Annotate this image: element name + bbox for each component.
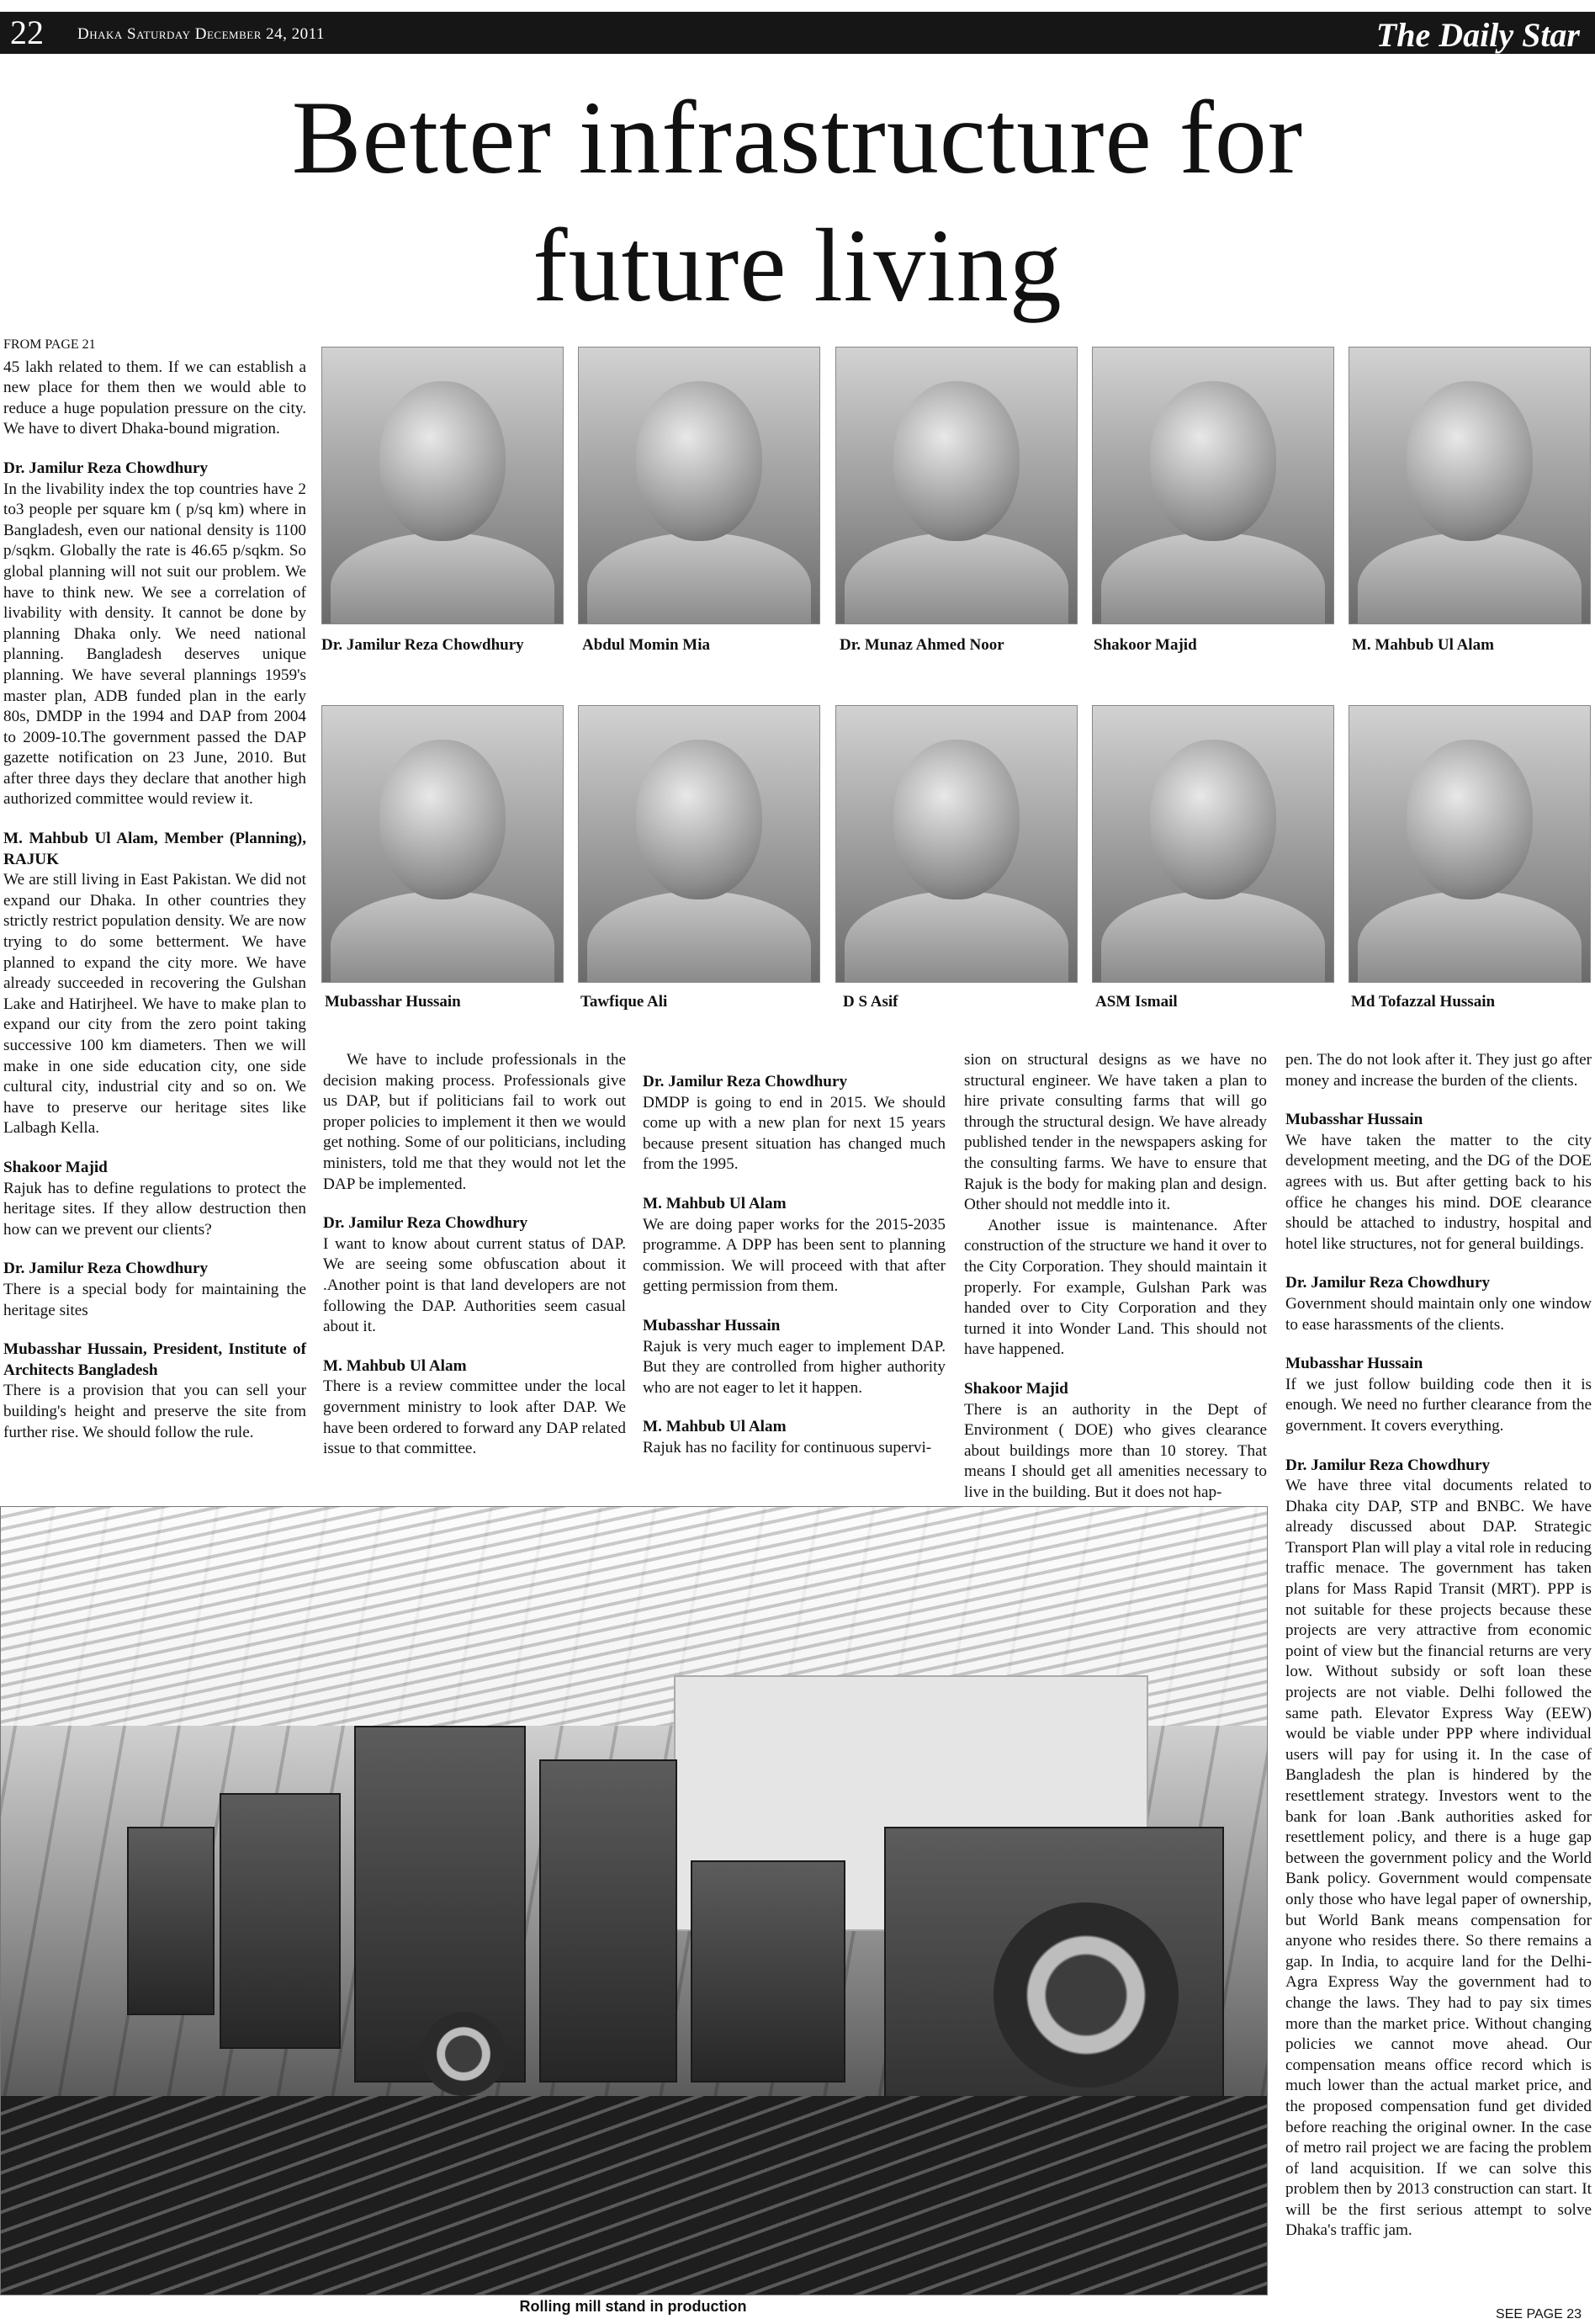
speaker-name: M. Mahbub Ul Alam bbox=[323, 1356, 467, 1375]
photo-caption: M. Mahbub Ul Alam bbox=[1352, 636, 1494, 654]
speaker-name: M. Mahbub Ul Alam bbox=[643, 1418, 787, 1436]
paragraph: There is a review committee under the local government ministry to look after DAP. We have been ordered to forward any DAP related issue to that committee. bbox=[323, 1377, 626, 1458]
speaker-name: Mubasshar Hussain bbox=[643, 1316, 781, 1334]
portrait-photo bbox=[321, 347, 564, 624]
from-page-label: FROM PAGE 21 bbox=[3, 337, 96, 352]
portrait-photo bbox=[1349, 347, 1591, 624]
photo-caption: D S Asif bbox=[843, 993, 898, 1011]
paragraph: DMDP is going to end in 2015. We should come up with a new plan for next 15 years because present situation has changed much from the 1995. bbox=[643, 1093, 946, 1174]
factory-photo bbox=[0, 1506, 1268, 2295]
dateline: Dhaka Saturday December 24, 2011 bbox=[77, 25, 325, 43]
headline-line-2: future living bbox=[533, 208, 1062, 323]
photo-caption: Dr. Munaz Ahmed Noor bbox=[840, 636, 1004, 654]
masthead-bar bbox=[0, 12, 1595, 54]
portrait-photo bbox=[1092, 347, 1334, 624]
paragraph: Rajuk has to define regulations to protect the heritage sites. If they allow destruction then how can we prevent our clients? bbox=[3, 1179, 306, 1239]
column-2 bbox=[323, 1050, 626, 1460]
column-1 bbox=[3, 335, 306, 1443]
paragraph: There is an authority in the Dept of Environment ( DOE) who gives clearance about buildings more than 10 storey. That means I should get all amenities necessary to live in the building. But it does not hap- bbox=[964, 1400, 1267, 1501]
speaker-name: Dr. Jamilur Reza Chowdhury bbox=[1285, 1456, 1491, 1474]
paragraph: pen. The do not look after it. They just go after money and increase the burden of the clients. bbox=[1285, 1051, 1592, 1090]
portrait-photo bbox=[578, 347, 820, 624]
headline bbox=[210, 74, 1385, 330]
paragraph: Another issue is maintenance. After construction of the structure we hand it over to the City Corporation. They should maintain it properly. For example, Gulshan Park was handed over to City Corporation and they turned it into Wonder Land. This should not have happened. bbox=[964, 1216, 1267, 1359]
portrait-photo bbox=[1092, 705, 1334, 983]
paragraph: If we just follow building code then it is enough. We need no further clearance from the government. It covers everything. bbox=[1285, 1375, 1592, 1435]
photo-caption: ASM Ismail bbox=[1095, 993, 1178, 1011]
headline-line-1: Better infrastructure for bbox=[291, 80, 1304, 195]
portrait-photo bbox=[321, 705, 564, 983]
speaker-name: Mubasshar Hussain bbox=[1285, 1111, 1423, 1129]
speaker-name: Dr. Jamilur Reza Chowdhury bbox=[643, 1073, 848, 1090]
paragraph: In the livability index the top countries have 2 to3 people per square km ( p/sq km) where in Bangladesh, even our national density is 1100 p/sqkm. Globally the rate is 46.65 p/sqkm. So global planning will not suit our problem. We have to think new. We see a correlation of livability with density. It cannot be done by planning Dhaka only. We need national planning. Bangladesh deserves unique planning. We have several plannings 1959's master plan, ADB funded plan in the early 80s, DMDP in the 1994 and DAP from 2004 to 2009-10.The government passed the DAP gazette notification on 23 June, 2010. But after three days they declare that another high authorized committee would review it. bbox=[3, 480, 306, 809]
paragraph: Government should maintain only one window to ease harassments of the clients. bbox=[1285, 1294, 1592, 1334]
speaker-name: Mubasshar Hussain, President, Institute of Architects Bangladesh bbox=[3, 1340, 306, 1379]
speaker-name: M. Mahbub Ul Alam bbox=[643, 1194, 787, 1212]
portrait-photo bbox=[835, 347, 1078, 624]
speaker-name: Dr. Jamilur Reza Chowdhury bbox=[3, 459, 209, 477]
paragraph: We have taken the matter to the city development meeting, and the DG of the DOE agrees with us. But after getting back to his office he changes his mind. DOE clearance should be attached to industry, hospital and hotel like structures, not for general buildings. bbox=[1285, 1131, 1592, 1253]
column-5 bbox=[1285, 1050, 1592, 2242]
paragraph: 45 lakh related to them. If we can establish a new place for them then we would able to reduce a huge population pressure on the city. We have to divert Dhaka-bound migration. bbox=[3, 358, 306, 438]
column-3 bbox=[643, 1072, 946, 1459]
paragraph: Rajuk has no facility for continuous supervi- bbox=[643, 1438, 932, 1456]
paragraph: Rajuk is very much eager to implement DAP. But they are controlled from higher authority who are not eager to let it happen. bbox=[643, 1337, 946, 1397]
photo-caption: Dr. Jamilur Reza Chowdhury bbox=[321, 636, 524, 654]
paragraph: We have three vital documents related to Dhaka city DAP, STP and BNBC. We have already discussed about DAP. Strategic Transport Plan will play a vital role in reducing traffic menace. The government has taken plans for Mass Rapid Transit (MRT). PPP is not suitable for these projects because these projects are very attractive from economic point of view but the financial returns are very low. Without subsidy or soft loan these projects are not viable. Delhi followed the same path. Elevator Express Way (EEW) would be viable under PPP where individual users will pay for using it. In the case of Bangladesh the plan is hindered by the resettlement strategy. Investors went to the bank for loan .Bank authorities asked for resettlement policy, and there is a huge gap between the government policy and the World Bank policy. Government would compensate only those who have legal paper of ownership, but World Bank means compensation for anyone who resides there. So there remains a gap. In India, to acquire land for the Delhi-Agra Express Way the government had to change the laws. They had to pay six times more than the market price. Without changing policies we cannot move ahead. Our compensation means office record which is much lower than the actual market price, and the proposed compensation fund get divided before reaching the original owner. In the case of metro rail project we are facing the problem of land acquisition. If we can solve this problem then by 2013 construction can start. It will be the first serious attempt to solve Dhaka's traffic jam. bbox=[1285, 1477, 1592, 2240]
portrait-photo bbox=[1349, 705, 1591, 983]
photo-caption: Tawfique Ali bbox=[580, 993, 668, 1011]
speaker-name: Mubasshar Hussain bbox=[1285, 1355, 1423, 1373]
column-4 bbox=[964, 1050, 1267, 1503]
speaker-name: Dr. Jamilur Reza Chowdhury bbox=[3, 1260, 209, 1278]
speaker-name: Shakoor Majid bbox=[964, 1379, 1068, 1398]
photo-caption: Md Tofazzal Hussain bbox=[1351, 993, 1496, 1011]
paragraph: There is a special body for maintaining the heritage sites bbox=[3, 1280, 306, 1319]
speaker-name: Dr. Jamilur Reza Chowdhury bbox=[1285, 1274, 1491, 1292]
paragraph: There is a provision that you can sell your building's height and preserve the site from further rise. We should follow the rule. bbox=[3, 1382, 306, 1441]
photo-caption: Shakoor Majid bbox=[1094, 636, 1197, 654]
paragraph: sion on structural designs as we have no structural engineer. We have taken a plan to hire private consulting farms that will go through the structural design. We have already published tender in the newspapers asking for the consulting farms. We have to ensure that Rajuk is the body for making plan and design. Other should not meddle into it. bbox=[964, 1051, 1267, 1214]
page-number: 22 bbox=[10, 13, 44, 51]
photo-caption: Rolling mill stand in production bbox=[519, 2298, 747, 2315]
speaker-name: M. Mahbub Ul Alam, Member (Planning), RAJUK bbox=[3, 830, 306, 868]
speaker-name: Shakoor Majid bbox=[3, 1158, 108, 1176]
paragraph: We are doing paper works for the 2015-2035 programme. A DPP has been sent to planning commission. We will proceed with that after getting permission from them. bbox=[643, 1215, 946, 1296]
paragraph: I want to know about current status of DAP. We are seeing some obfuscation about it .Another point is that land developers are not following the DAP. Authorities seem casual about it. bbox=[323, 1234, 626, 1336]
photo-caption: Mubasshar Hussain bbox=[325, 993, 461, 1011]
photo-caption: Abdul Momin Mia bbox=[582, 636, 711, 654]
see-page-label: SEE PAGE 23 bbox=[1496, 2307, 1582, 2321]
paragraph: We are still living in East Pakistan. We did not expand our Dhaka. In other countries they strictly restrict population density. We are now trying to do some betterment. We have planned to expand the city more. We have already succeeded in recovering the Gulshan Lake and Hatirjheel. We have to make plan to expand our city from the zero point taking successive 100 km diameters. Then we will make in one side education city, one side cultural city, industrial city and so on. We have to preserve our heritage sites like Lalbagh Kella. bbox=[3, 871, 306, 1138]
portrait-photo bbox=[578, 705, 820, 983]
paragraph: We have to include professionals in the decision making process. Professionals give us DAP, but if politicians fail to work out proper policies to implement it then we would get nothing. Some of our politicians, including ministers, told me that they would not let the DAP be implemented. bbox=[323, 1051, 626, 1193]
speaker-name: Dr. Jamilur Reza Chowdhury bbox=[323, 1214, 528, 1233]
portrait-photo bbox=[835, 705, 1078, 983]
newspaper-logo: The Daily Star bbox=[1375, 16, 1580, 54]
